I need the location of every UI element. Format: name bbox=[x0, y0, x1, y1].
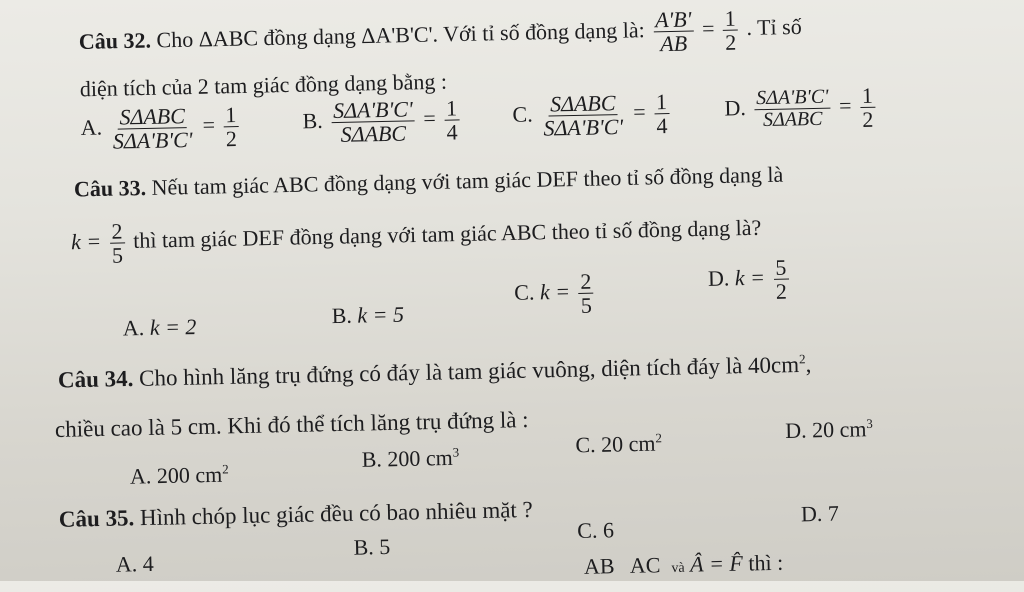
q32-ratio-fraction bbox=[653, 7, 694, 55]
q34-comma: , bbox=[805, 351, 812, 377]
q32-option-a-vden: 2 bbox=[225, 126, 238, 152]
q35-option-d-key: D. bbox=[800, 500, 823, 527]
q32-option-b-num: SΔA'B'C' bbox=[331, 97, 415, 123]
q32-option-d-eq: = bbox=[838, 92, 852, 119]
q34-option-a[interactable] bbox=[130, 461, 229, 489]
q32-option-d-vden: 2 bbox=[862, 106, 874, 133]
q32-option-b-value bbox=[444, 96, 460, 143]
q33-option-c-text: k = bbox=[539, 278, 571, 305]
q33-option-c-den: 5 bbox=[580, 292, 593, 318]
q32-option-d-vnum: 1 bbox=[860, 84, 876, 108]
q32-ratio-den: AB bbox=[660, 30, 688, 57]
q35-line1 bbox=[59, 497, 533, 533]
q32-option-c-key: C. bbox=[512, 101, 533, 127]
q34-option-a-sup: 2 bbox=[221, 461, 229, 477]
q32-option-b-key: B. bbox=[302, 107, 324, 134]
q32-ratio-eq: = bbox=[701, 15, 715, 41]
q32-option-a-den: SΔA'B'C' bbox=[112, 127, 193, 154]
q33-label: Câu 33. bbox=[73, 174, 147, 202]
q32-ratio-value bbox=[723, 7, 739, 54]
q34-label: Câu 34. bbox=[57, 365, 134, 393]
q33-option-d-num: 5 bbox=[773, 256, 789, 280]
q33-option-a-text: k = 2 bbox=[149, 313, 197, 340]
q34-option-a-text: 200 cm bbox=[156, 461, 223, 489]
q34-option-c-sup: 2 bbox=[655, 430, 663, 446]
q34-option-c-key: C. bbox=[575, 431, 596, 458]
q32-option-a-eq: = bbox=[202, 112, 216, 138]
q33-option-d-fraction bbox=[773, 256, 789, 303]
q33-k-num: 2 bbox=[109, 219, 125, 243]
q32-option-d-value bbox=[860, 84, 876, 131]
q33-option-b-key: B. bbox=[331, 302, 353, 329]
q35-option-b-text: 5 bbox=[378, 533, 391, 560]
q35-option-b-key: B. bbox=[353, 534, 374, 560]
q32-option-a-value bbox=[223, 103, 239, 150]
q32-line1 bbox=[78, 5, 802, 67]
q32-option-c-fraction bbox=[541, 91, 626, 140]
q35-option-b[interactable] bbox=[353, 534, 390, 561]
q34-option-c-text: 20 cm bbox=[600, 430, 656, 457]
q35-option-c[interactable] bbox=[577, 517, 614, 544]
q35-text: Hình chóp lục giác đều có bao nhiêu mặt ? bbox=[139, 496, 534, 531]
q33-text: Nếu tam giác ABC đồng dạng với tam giác DEF theo tỉ số đồng dạng là bbox=[151, 161, 784, 200]
q32-option-a-fraction bbox=[110, 104, 195, 153]
q32-option-c[interactable] bbox=[512, 90, 673, 141]
q32-ratio-value-num: 1 bbox=[723, 7, 739, 31]
q35-option-a-key: A. bbox=[115, 551, 138, 577]
q34-line2: chiều cao là 5 cm. Khi đó thể tích lăng trụ đứng là : bbox=[54, 407, 529, 442]
q33-option-c-fraction bbox=[578, 270, 594, 317]
q34-text: Cho hình lăng trụ đứng có đáy là tam giác vuông, diện tích đáy là 40cm bbox=[138, 352, 800, 391]
q34-option-b-text: 200 cm bbox=[387, 444, 454, 472]
q35-option-d-text: 7 bbox=[827, 500, 840, 526]
q34-option-b[interactable] bbox=[361, 444, 459, 472]
q32-option-d-fraction bbox=[754, 87, 831, 132]
q35-option-c-key: C. bbox=[576, 517, 598, 544]
q33-option-d-den: 2 bbox=[775, 278, 788, 304]
partial-va: và bbox=[671, 560, 685, 577]
q33-option-a[interactable] bbox=[123, 314, 197, 342]
q33-option-c-num: 2 bbox=[578, 270, 594, 294]
q32-option-c-num: SΔABC bbox=[548, 91, 618, 117]
q32-option-d-key: D. bbox=[724, 95, 747, 121]
q35-label: Câu 35. bbox=[58, 505, 135, 532]
q32-option-c-value bbox=[654, 90, 670, 137]
q33-line2-text: thì tam giác DEF đồng dạng với tam giác ABC theo tỉ số đồng dạng là? bbox=[132, 214, 762, 253]
q33-option-d-key: D. bbox=[707, 265, 730, 291]
q33-option-b-text: k = 5 bbox=[357, 301, 405, 328]
q33-line1 bbox=[74, 162, 784, 203]
q32-option-b-fraction bbox=[331, 97, 416, 146]
q32-option-d[interactable] bbox=[724, 84, 879, 134]
q32-option-d-num: SΔA'B'C' bbox=[754, 87, 831, 111]
q32-option-c-den: SΔA'B'C' bbox=[543, 114, 624, 141]
q34-option-d-text: 20 cm bbox=[811, 416, 867, 443]
q35-option-d[interactable] bbox=[801, 501, 839, 528]
q33-line2 bbox=[71, 206, 762, 268]
q35-option-a[interactable] bbox=[116, 551, 154, 578]
q33-option-b[interactable] bbox=[331, 302, 404, 330]
q34-line1 bbox=[58, 351, 812, 393]
q32-option-b[interactable] bbox=[302, 96, 463, 147]
q34-option-b-key: B. bbox=[361, 446, 383, 472]
q32-option-c-vnum: 1 bbox=[654, 90, 670, 114]
partial-angle: Â = F̂ bbox=[689, 550, 744, 577]
q32-label: Câu 32. bbox=[78, 27, 152, 54]
q32-option-c-vden: 4 bbox=[656, 113, 668, 139]
partial-ac: AC bbox=[629, 552, 661, 578]
q33-k-fraction bbox=[109, 219, 125, 266]
q35-option-c-text: 6 bbox=[602, 517, 615, 543]
q32-option-a[interactable] bbox=[80, 103, 242, 154]
q32-option-a-num: SΔABC bbox=[117, 104, 187, 130]
q32-option-a-key: A. bbox=[80, 114, 103, 140]
q32-option-d-den: SΔABC bbox=[762, 107, 823, 132]
q32-option-b-vden: 4 bbox=[446, 119, 458, 145]
q34-option-d-key: D. bbox=[784, 417, 807, 443]
next-question-partial bbox=[584, 550, 784, 580]
q33-option-d-text: k = bbox=[734, 264, 766, 291]
q34-sup: 2 bbox=[798, 351, 806, 367]
q34-option-a-key: A. bbox=[129, 463, 152, 489]
q32-ratio-num: A'B' bbox=[653, 7, 694, 32]
partial-thi: thì : bbox=[748, 549, 784, 576]
q33-option-c-key: C. bbox=[513, 279, 535, 305]
q34-option-c[interactable] bbox=[575, 430, 662, 458]
q32-intro: Cho ΔABC đồng dạng ΔA'B'C'. Với tỉ số đồng dạng là: bbox=[156, 17, 646, 53]
q32-option-b-den: SΔABC bbox=[340, 120, 407, 147]
q34-option-b-sup: 3 bbox=[452, 444, 460, 460]
q32-line2: diện tích của 2 tam giác đồng dạng bằng : bbox=[79, 68, 448, 102]
q32-option-c-eq: = bbox=[632, 99, 646, 125]
q33-k-eq: k = bbox=[70, 228, 102, 255]
q32-ratio-value-den: 2 bbox=[725, 29, 737, 55]
q34-option-d-sup: 3 bbox=[866, 415, 873, 431]
q32-option-a-vnum: 1 bbox=[223, 103, 239, 127]
q32-after: . Tỉ số bbox=[746, 13, 802, 41]
partial-ab: AB bbox=[583, 553, 615, 579]
q35-option-a-text: 4 bbox=[142, 550, 154, 577]
q34-option-d[interactable] bbox=[785, 416, 873, 444]
q33-option-a-key: A. bbox=[122, 315, 145, 341]
q33-option-d[interactable] bbox=[708, 255, 792, 304]
q32-option-b-vnum: 1 bbox=[444, 96, 460, 120]
q32-option-b-eq: = bbox=[423, 105, 437, 131]
q33-option-c[interactable] bbox=[514, 270, 597, 319]
q33-k-den: 5 bbox=[111, 242, 124, 268]
